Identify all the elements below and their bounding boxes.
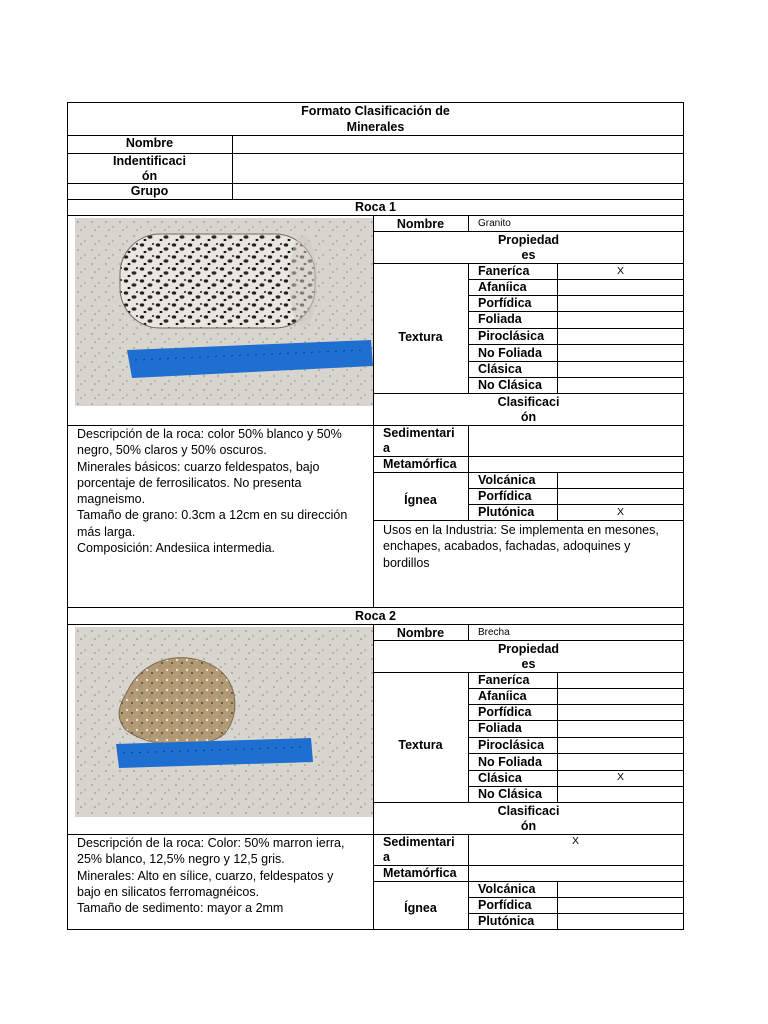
form-title-line2: Minerales — [346, 120, 405, 134]
roca2-textura-mark: X — [617, 771, 625, 783]
divider — [468, 263, 469, 393]
roca2-textura-label: Textura — [398, 738, 443, 752]
roca2-propiedades-2: es — [521, 657, 536, 671]
roca2-textura-faneritica: Faneríca — [478, 673, 530, 687]
roca2-descripcion — [77, 835, 369, 916]
divider — [232, 135, 233, 199]
roca2-nombre-value: Brecha — [478, 627, 510, 638]
roca1-ignea-mark: X — [617, 506, 625, 518]
roca1-sedimentaria-2: a — [383, 441, 390, 455]
roca2-textura-no-clastica: No Clásica — [478, 787, 542, 801]
roca2-sedimentaria-2: a — [383, 850, 390, 864]
roca2-textura-no-foliada: No Foliada — [478, 755, 542, 769]
roca1-descripcion-line: magneismo. — [77, 492, 146, 507]
roca1-textura-no-clastica: No Clásica — [478, 378, 542, 392]
roca2-descripcion-line: Descripción de la roca: Color: 50% marron ierra, — [77, 836, 345, 850]
roca2-descripcion-line: bajo en silicatos ferromagnéicos. — [77, 884, 260, 899]
roca2-header: Roca 2 — [355, 609, 396, 623]
roca1-ignea-plutonica: Plutónica — [478, 505, 535, 519]
roca1-descripcion-line: Tamaño de grano: 0.3cm a 12cm en su dirección — [77, 508, 348, 523]
divider — [468, 425, 469, 520]
roca1-usos-line: bordillos — [383, 555, 430, 570]
roca1-photo — [75, 218, 373, 406]
roca1-ignea-volcanica: Volcánica — [478, 473, 536, 487]
divider — [557, 881, 558, 929]
roca2-textura-porfidica: Porfídica — [478, 705, 532, 719]
identificacion-label-1: Indentificaci — [113, 154, 186, 168]
roca1-clasificacion-1: Clasificaci — [497, 395, 560, 409]
roca2-ignea-plutonica: Plutónica — [478, 914, 535, 928]
divider — [468, 834, 469, 929]
roca2-descripcion-line: Tamaño de sedimento: mayor a 2mm — [77, 901, 284, 916]
divider — [557, 672, 558, 802]
roca2-ignea: Ígnea — [404, 901, 437, 915]
nombre-label: Nombre — [125, 136, 174, 150]
divider — [557, 263, 558, 393]
roca2-clasificacion-2: ón — [520, 819, 537, 833]
divider — [468, 215, 469, 231]
divider — [468, 624, 469, 640]
roca2-descripcion-line: 25% blanco, 12,5% negro y 12,5 gris. — [77, 852, 285, 867]
roca2-textura-piroclastica: Piroclásica — [478, 738, 545, 752]
roca2-textura-clastica: Clásica — [478, 771, 522, 785]
roca1-metamorfica: Metamórfica — [383, 457, 457, 471]
roca1-usos-line: enchapes, acabados, fachadas, adoquines y — [383, 539, 631, 554]
roca1-propiedades-2: es — [521, 248, 536, 262]
divider — [468, 672, 469, 802]
roca1-textura-afanitica: Afaníica — [478, 280, 527, 294]
roca1-header: Roca 1 — [355, 200, 396, 214]
identificacion-label-2: ón — [141, 169, 158, 183]
roca2-metamorfica: Metamórfica — [383, 866, 457, 880]
roca1-nombre-value: Granito — [478, 218, 511, 229]
roca1-clasificacion-2: ón — [520, 410, 537, 424]
roca1-descripcion-line: más larga. — [77, 524, 136, 539]
roca1-descripcion-line: Minerales básicos: cuarzo feldespatos, bajo — [77, 459, 320, 474]
roca2-sedimentaria-1: Sedimentari — [383, 835, 455, 849]
roca1-descripcion — [77, 426, 369, 556]
roca2-sedimentaria-mark: X — [572, 835, 580, 847]
roca1-sedimentaria-1: Sedimentari — [383, 426, 455, 440]
roca1-usos — [383, 522, 681, 571]
roca1-textura-foliada: Foliada — [478, 312, 522, 326]
roca1-textura-mark: X — [617, 265, 625, 277]
roca1-descripcion-line: negro, 50% claros y 50% oscuros. — [77, 443, 267, 458]
roca2-textura-afanitica: Afaníica — [478, 689, 527, 703]
roca1-textura-clastica: Clásica — [478, 362, 522, 376]
roca1-textura-label: Textura — [398, 330, 443, 344]
roca1-nombre-label: Nombre — [396, 217, 445, 231]
roca1-ignea: Ígnea — [404, 493, 437, 507]
roca1-usos-line: Usos en la Industria: Se implementa en mesones, — [383, 523, 659, 537]
roca2-ignea-volcanica: Volcánica — [478, 882, 536, 896]
roca1-textura-piroclastica: Piroclásica — [478, 329, 545, 343]
grupo-label: Grupo — [130, 184, 169, 198]
roca1-ignea-porfidica: Porfídica — [478, 489, 532, 503]
divider — [557, 472, 558, 520]
roca2-clasificacion-1: Clasificaci — [497, 804, 560, 818]
form-title-line1: Formato Clasificación de — [301, 104, 450, 118]
roca1-textura-no-foliada: No Foliada — [478, 346, 542, 360]
roca2-ignea-porfidica: Porfídica — [478, 898, 532, 912]
roca1-textura-faneritica: Faneríca — [478, 264, 530, 278]
roca2-nombre-label: Nombre — [396, 626, 445, 640]
roca2-photo — [75, 627, 373, 817]
roca1-descripcion-line: porcentaje de ferrosilicatos. No presenta — [77, 475, 302, 490]
roca2-descripcion-line: Minerales: Alto en sílice, cuarzo, feldespatos y — [77, 868, 334, 883]
divider — [373, 520, 684, 521]
roca2-propiedades-1: Propiedad — [497, 642, 560, 656]
roca1-textura-porfidica: Porfídica — [478, 296, 532, 310]
roca1-descripcion-line: Descripción de la roca: color 50% blanco y 50% — [77, 427, 342, 441]
roca1-descripcion-line: Composición: Andesiica intermedia. — [77, 541, 276, 556]
roca2-textura-foliada: Foliada — [478, 721, 522, 735]
roca1-propiedades-1: Propiedad — [497, 233, 560, 247]
